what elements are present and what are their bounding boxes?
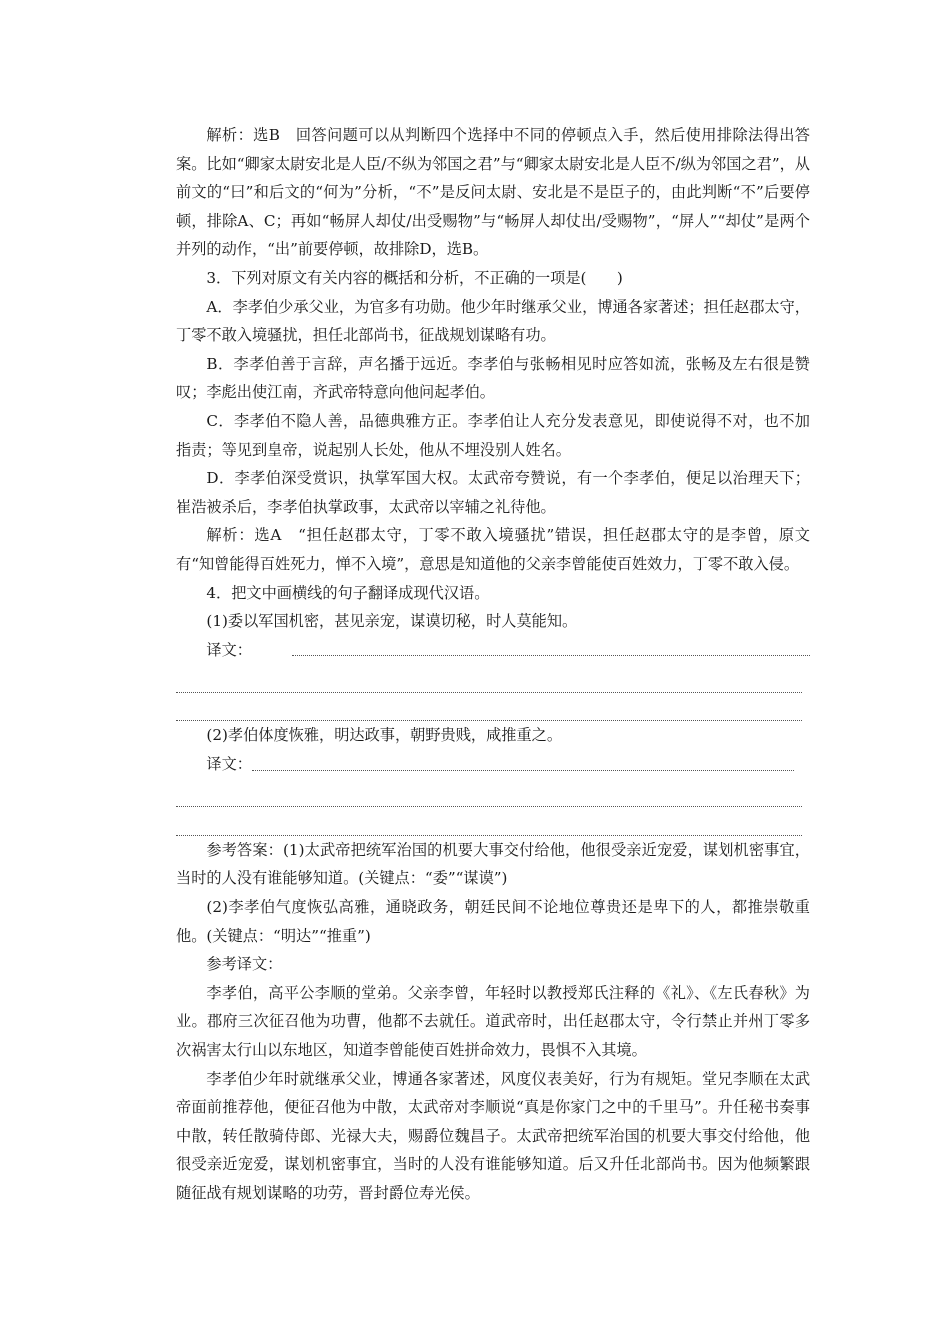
question-4: 4．把文中画横线的句子翻译成现代汉语。 [206, 583, 490, 602]
answer-line[interactable] [292, 655, 810, 656]
answer-line[interactable] [176, 807, 802, 836]
answer-line[interactable] [176, 779, 802, 808]
answer-line[interactable] [252, 770, 794, 771]
reference-translation-para-2: 李孝伯少年时就继承父业，博通各家著述，风度仪表美好，行为有规矩。堂兄李顺在太武帝面前推荐他，便征召他为中散，太武帝对李顺说“真是你家门之中的千里马”。升任秘书奏事中散，转任散骑侍郎、光禄大夫，赐爵位魏昌子。太武帝把统军治国的机要大事交付给他，他很受亲近宠爱，谋划机密事宜，当时的人没有谁能够知道。后又升任北部尚书。因为他频繁跟随征战有规划谋略的功劳，晋封爵位寿光侯。 [176, 1069, 810, 1202]
reference-answer-2: (2)李孝伯气度恢弘高雅，通晓政务，朝廷民间不论地位尊贵还是卑下的人，都推崇敬重他。(关键点：“明达”“推重”) [176, 898, 810, 945]
translation-row-2 [176, 750, 810, 779]
translation-label-2: 译文： [206, 755, 252, 774]
option-b: B．李孝伯善于言辞，声名播于远近。李孝伯与张畅相见时应答如流，张畅及左右很是赞叹；李彪出使江南，齐武帝特意向他问起孝伯。 [176, 354, 810, 402]
question-3: 3．下列对原文有关内容的概括和分析，不正确的一项是( ) [206, 268, 623, 287]
translation-label-1: 译文： [206, 640, 252, 659]
option-d: D．李孝伯深受赏识，执掌军国大权。太武帝夸赞说，有一个李孝伯，便足以治理天下；崔浩被杀后，李孝伯执掌政事，太武帝以宰辅之礼待他。 [176, 469, 810, 516]
reference-translation-para-1: 李孝伯，高平公李顺的堂弟。父亲李曾，年轻时以教授郑氏注释的《礼》、《左氏春秋》为业。郡府三次征召他为功曹，他都不去就任。道武帝时，出任赵郡太守，令行禁止并州丁零多次祸害太行山以东地区，知道李曾能使百姓拼命效力，畏惧不入其境。 [176, 983, 810, 1059]
analysis-q2: 解析：选B 回答问题可以从判断四个选择中不同的停顿点入手，然后使用排除法得出答案。比如“卿家太尉安北是人臣/不纵为邻国之君”与“卿家太尉安北是人臣不/纵为邻国之君”，从前文的“曰”和后文的“何为”分析，“不”是反问太尉、安北是不是臣子的，由此判断“不”后要停顿，排除A、C；再如“畅屏人却仗/出受赐物”与“畅屏人却仗出/受赐物”，“屏人”“却仗”是两个并列的动作，“出”前要停顿，故排除D，选B。 [176, 126, 810, 259]
option-c: C．李孝伯不隐人善，品德典雅方正。李孝伯让人充分发表意见，即使说得不对，也不加指责；等见到皇帝，说起别人长处，他从不埋没别人姓名。 [176, 411, 810, 459]
answer-line[interactable] [176, 693, 802, 722]
analysis-q3: 解析：选A “担任赵郡太守，丁零不敢入境骚扰”错误，担任赵郡太守的是李曾，原文有“知曾能得百姓死力，惮不入境”，意思是知道他的父亲李曾能使百姓效力，丁零不敢入侵。 [176, 526, 810, 573]
sentence-1: (1)委以军国机密，甚见亲宠，谋谟切秘，时人莫能知。 [206, 612, 578, 631]
answer-line[interactable] [176, 664, 802, 693]
option-a: A．李孝伯少承父业，为官多有功勋。他少年时继承父业，博通各家著述；担任赵郡太守，丁零不敢入境骚扰，担任北部尚书，征战规划谋略有功。 [176, 297, 810, 345]
sentence-2: (2)孝伯体度恢雅，明达政事，朝野贵贱，咸推重之。 [206, 726, 563, 745]
reference-answer-1: 参考答案：(1)太武帝把统军治国的机要大事交付给他，他很受亲近宠爱，谋划机密事宜，当时的人没有谁能够知道。(关键点：“委”“谋谟”) [176, 840, 810, 888]
translation-row-1 [176, 636, 810, 665]
reference-translation-heading: 参考译文： [206, 955, 283, 974]
